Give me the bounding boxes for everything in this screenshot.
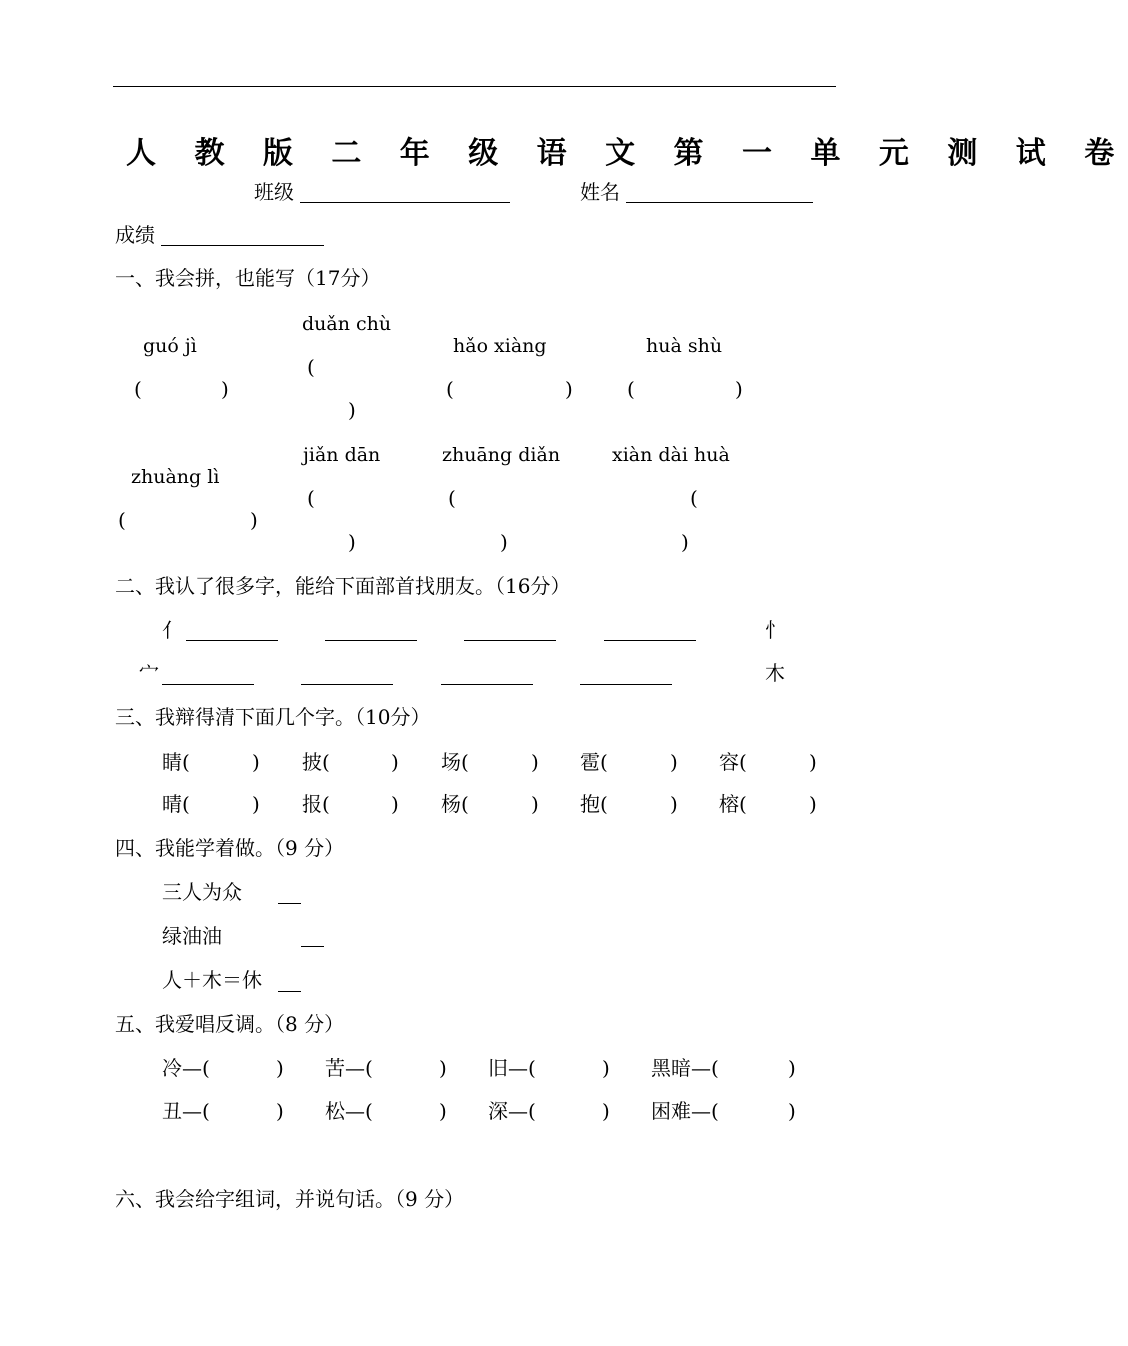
- section-5-heading: 五、我爱唱反调。（8 分）: [115, 1012, 345, 1036]
- blank-line[interactable]: [278, 903, 301, 904]
- score-field[interactable]: [161, 245, 324, 246]
- blank-line[interactable]: [278, 991, 301, 992]
- antonym-item: 黑暗—(: [651, 1056, 719, 1080]
- antonym-item: 丑—(: [162, 1099, 210, 1123]
- antonym-item: 苦—(: [325, 1056, 373, 1080]
- antonym-close: ): [602, 1056, 610, 1080]
- answer-paren-close: ): [221, 377, 229, 401]
- radical: 忄: [765, 618, 785, 642]
- pinyin-item: xiàn dài huà: [612, 444, 730, 466]
- class-field[interactable]: [300, 202, 510, 203]
- char-close: ): [809, 792, 817, 816]
- answer-paren-close: ): [250, 508, 258, 532]
- example-item: 人＋木＝休: [162, 968, 262, 992]
- char-close: ): [670, 750, 678, 774]
- blank-line[interactable]: [441, 684, 533, 685]
- blank-line[interactable]: [580, 684, 672, 685]
- answer-paren-close: ): [348, 398, 356, 422]
- radical: 木: [765, 661, 785, 685]
- pinyin-item: guó jì: [143, 335, 197, 357]
- antonym-item: 旧—(: [488, 1056, 536, 1080]
- char-close: ): [391, 750, 399, 774]
- answer-paren-close: ): [565, 377, 573, 401]
- pinyin-item: hǎo xiàng: [453, 335, 547, 357]
- answer-paren-close: ): [681, 530, 689, 554]
- antonym-item: 冷—(: [162, 1056, 210, 1080]
- section-3-heading: 三、我辩得清下面几个字。（10分）: [115, 705, 431, 729]
- char-close: ): [531, 792, 539, 816]
- char-item: 场(: [441, 750, 469, 774]
- name-field[interactable]: [626, 202, 813, 203]
- example-item: 绿油油: [162, 924, 222, 948]
- char-close: ): [809, 750, 817, 774]
- char-item: 雹(: [580, 750, 608, 774]
- section-4-heading: 四、我能学着做。（9 分）: [115, 836, 345, 860]
- answer-paren-open: (: [446, 377, 454, 401]
- char-item: 容(: [719, 750, 747, 774]
- char-item: 报(: [302, 792, 330, 816]
- char-close: ): [252, 750, 260, 774]
- answer-paren-close: ): [735, 377, 743, 401]
- blank-line[interactable]: [301, 946, 324, 947]
- char-item: 晴(: [162, 792, 190, 816]
- antonym-close: ): [788, 1056, 796, 1080]
- blank-line[interactable]: [301, 684, 393, 685]
- antonym-close: ): [439, 1099, 447, 1123]
- answer-paren-open: (: [307, 355, 315, 379]
- class-label: 班级: [254, 180, 294, 204]
- char-close: ): [252, 792, 260, 816]
- char-item: 睛(: [162, 750, 190, 774]
- antonym-item: 困难—(: [651, 1099, 719, 1123]
- antonym-close: ): [276, 1056, 284, 1080]
- answer-paren-open: (: [627, 377, 635, 401]
- char-close: ): [670, 792, 678, 816]
- top-rule: [113, 86, 836, 87]
- antonym-item: 松—(: [325, 1099, 373, 1123]
- radical: 亻: [162, 618, 182, 642]
- example-item: 三人为众: [162, 880, 242, 904]
- antonym-close: ): [602, 1099, 610, 1123]
- char-close: ): [531, 750, 539, 774]
- name-label: 姓名: [580, 180, 620, 204]
- char-item: 榕(: [719, 792, 747, 816]
- score-label: 成绩: [115, 223, 155, 247]
- answer-paren-open: (: [448, 486, 456, 510]
- answer-paren-open: (: [134, 377, 142, 401]
- blank-line[interactable]: [325, 640, 417, 641]
- answer-paren-close: ): [500, 530, 508, 554]
- answer-paren-open: (: [118, 508, 126, 532]
- answer-paren-open: (: [690, 486, 698, 510]
- char-item: 抱(: [580, 792, 608, 816]
- pinyin-item: zhuàng lì: [131, 466, 220, 488]
- answer-paren-open: (: [307, 486, 315, 510]
- blank-line[interactable]: [464, 640, 556, 641]
- antonym-close: ): [788, 1099, 796, 1123]
- antonym-close: ): [276, 1099, 284, 1123]
- answer-paren-close: ): [348, 530, 356, 554]
- pinyin-item: huà shù: [646, 335, 723, 357]
- char-item: 披(: [302, 750, 330, 774]
- section-1-heading: 一、我会拼，也能写（17分）: [115, 266, 381, 290]
- char-close: ): [391, 792, 399, 816]
- page-title: 人 教 版 二 年 级 语 文 第 一 单 元 测 试 卷: [126, 136, 1128, 171]
- section-2-heading: 二、我认了很多字，能给下面部首找朋友。（16分）: [115, 574, 571, 598]
- section-6-heading: 六、我会给字组词，并说句话。（9 分）: [115, 1187, 465, 1211]
- blank-line[interactable]: [162, 684, 254, 685]
- antonym-item: 深—(: [488, 1099, 536, 1123]
- radical: 宀: [139, 661, 159, 685]
- pinyin-item: duǎn chù: [302, 313, 392, 335]
- blank-line[interactable]: [604, 640, 696, 641]
- pinyin-item: zhuāng diǎn: [442, 444, 561, 466]
- antonym-close: ): [439, 1056, 447, 1080]
- pinyin-item: jiǎn dān: [303, 444, 381, 466]
- char-item: 杨(: [441, 792, 469, 816]
- blank-line[interactable]: [186, 640, 278, 641]
